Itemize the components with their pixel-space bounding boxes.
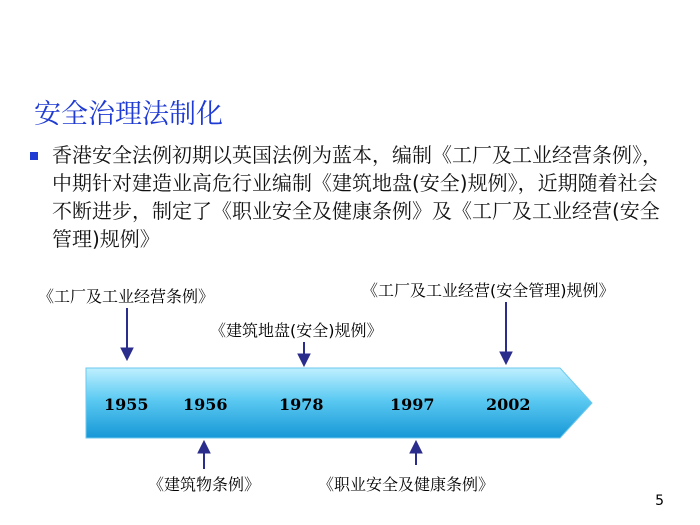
arrow-down-1978 — [298, 342, 310, 366]
page-number: 5 — [655, 493, 664, 509]
year-1956: 1956 — [183, 395, 228, 414]
label-1955-ordinance: 《工厂及工业经营条例》 — [38, 287, 215, 306]
arrow-up-1956 — [198, 441, 210, 469]
label-2002-regulation: 《工厂及工业经营(安全管理)规例》 — [362, 281, 615, 300]
arrow-down-1955 — [121, 308, 133, 360]
label-1956-ordinance: 《建筑物条例》 — [148, 475, 261, 494]
bullet-text: 香港安全法例初期以英国法例为蓝本，编制《工厂及工业经营条例》，中期针对建造业高危行业编制《建筑地盘(安全)规例》，近期随着社会不断进步，制定了《职业安全及健康条例》及《工厂及工业经营(安全管理)规例》 — [52, 143, 662, 251]
year-1997: 1997 — [390, 395, 435, 414]
arrow-down-2002 — [500, 302, 512, 364]
year-2002: 2002 — [486, 395, 531, 414]
label-1997-ordinance: 《职业安全及健康条例》 — [318, 475, 495, 494]
label-1978-regulation: 《建筑地盘(安全)规例》 — [210, 321, 383, 340]
year-1955: 1955 — [104, 395, 149, 414]
year-1978: 1978 — [279, 395, 324, 414]
slide-title: 安全治理法制化 — [34, 99, 223, 130]
arrow-up-1997 — [410, 441, 422, 465]
